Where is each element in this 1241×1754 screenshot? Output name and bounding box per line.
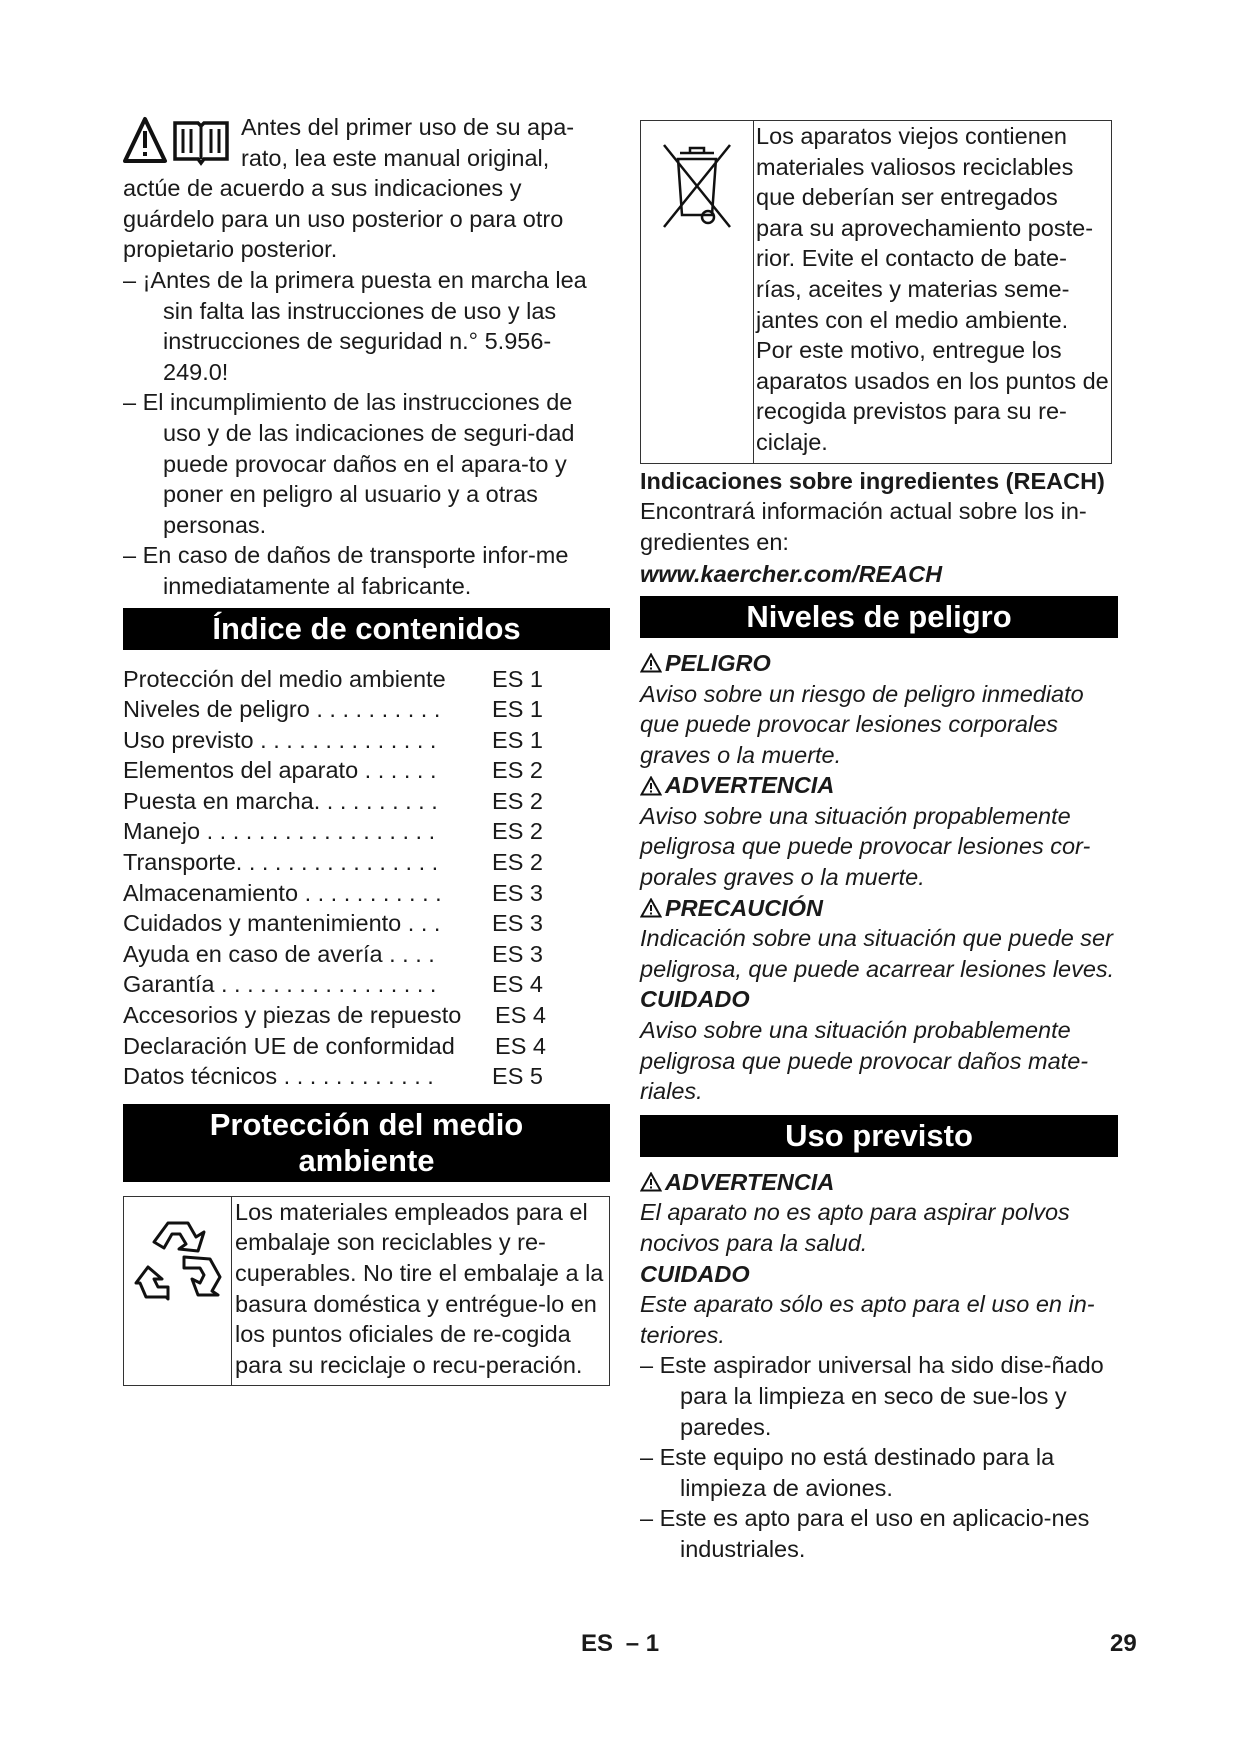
signal-word-text: Indicación sobre una situación que puede ser peligrosa, que puede acarrear lesiones leves. xyxy=(640,925,1115,982)
toc-entry-page: ES 4 xyxy=(495,1002,546,1029)
toc-entry-title: Protección del medio ambiente xyxy=(123,665,446,692)
intro-list xyxy=(123,265,610,602)
list-item: – Este es apto para el uso en aplicacio-nes industriales. xyxy=(640,1505,1090,1562)
toc-entry-title: Niveles de peligro . . . . . . . . . . xyxy=(123,696,441,723)
toc-entry-page: ES 5 xyxy=(492,1063,543,1090)
crossed-bin-icon xyxy=(660,141,734,231)
intro-block xyxy=(123,112,610,265)
toc-entry-page: ES 1 xyxy=(492,696,543,723)
hazard-levels xyxy=(640,648,1118,1107)
toc-entry-title: Ayuda en caso de avería . . . . xyxy=(123,940,435,967)
toc-entry-page: ES 1 xyxy=(492,665,543,692)
signal-word-label: PRECAUCIÓN xyxy=(665,894,823,921)
intended-use xyxy=(640,1167,1118,1565)
footer-section-page: – 1 xyxy=(625,1630,660,1657)
environment-text: Los materiales empleados para el embalaje son reciclables y re-cuperables. No tire el embalaje a la basura doméstica y entrégue-lo en los puntos oficiales de re-cogida para su reciclaje o recu-peración. xyxy=(235,1198,604,1378)
list-item: – ¡Antes de la primera puesta en marcha lea sin falta las instrucciones de uso y las instrucciones de seguridad n.° 5.956-249.0! xyxy=(123,266,587,385)
environment-heading xyxy=(123,1104,610,1182)
toc-entry-title: Cuidados y mantenimiento . . . xyxy=(123,910,441,937)
toc-entry[interactable] xyxy=(123,939,610,970)
toc-entry-page: ES 2 xyxy=(492,818,543,845)
list-item: – Este aspirador universal ha sido dise-ñado para la limpieza en seco de sue-los y paredes. xyxy=(640,1352,1104,1440)
toc-entry-page: ES 2 xyxy=(492,787,543,814)
reach-title: Indicaciones sobre ingredientes (REACH) xyxy=(640,467,1105,494)
toc-entry-page: ES 3 xyxy=(492,940,543,967)
signal-word-caution xyxy=(640,893,1118,924)
toc-entry-title: Datos técnicos . . . . . . . . . . . . xyxy=(123,1063,434,1090)
list-item: – El incumplimiento de las instrucciones de uso y de las indicaciones de seguri-dad puede provocar daños en el apara-to y poner en peligro al usuario y a otras personas. xyxy=(123,389,575,538)
list-item: – Este equipo no está destinado para la limpieza de aviones. xyxy=(640,1444,1055,1501)
right-column xyxy=(640,120,1118,1565)
warning-triangle-icon xyxy=(640,653,662,673)
use-warning-label: ADVERTENCIA xyxy=(665,1168,835,1195)
toc-entry-title: Declaración UE de conformidad xyxy=(123,1032,455,1059)
toc-entry-title: Manejo . . . . . . . . . . . . . . . . . . xyxy=(123,818,436,845)
toc-entry-title: Accesorios y piezas de repuesto xyxy=(123,1002,462,1029)
page-number: 29 xyxy=(1110,1630,1137,1657)
use-caution-label: CUIDADO xyxy=(640,1260,750,1287)
disposal-text: Los aparatos viejos contienen materiales valiosos reciclables que deberían ser entregados para su aprovechamiento poste-rior. Evite el contacto de bate-rías, aceites y materias seme-jantes con el medio ambiente. Por este motivo, entregue los aparatos usados en los puntos de recogida previstos para su re-ciclaje. xyxy=(756,123,1109,455)
toc-entry-page: ES 4 xyxy=(495,1032,546,1059)
footer-section-label xyxy=(581,1630,659,1658)
signal-word-label: ADVERTENCIA xyxy=(665,772,835,799)
toc-entry-title: Uso previsto . . . . . . . . . . . . . . xyxy=(123,726,437,753)
toc-entry-title: Garantía . . . . . . . . . . . . . . . . . xyxy=(123,971,437,998)
left-column xyxy=(123,112,610,1386)
toc-entry-page: ES 3 xyxy=(492,910,543,937)
signal-word-danger xyxy=(640,648,1118,679)
disposal-icon-cell xyxy=(641,121,754,463)
toc-entry-page: ES 1 xyxy=(492,726,543,753)
signal-word-label: CUIDADO xyxy=(640,986,750,1013)
table-of-contents xyxy=(123,664,610,1092)
toc-entry[interactable] xyxy=(123,1031,610,1062)
toc-heading: Índice de contenidos xyxy=(123,608,610,650)
environment-icon-cell xyxy=(124,1197,232,1386)
reach-link[interactable]: www.kaercher.com/REACH xyxy=(640,561,943,588)
toc-entry-page: ES 3 xyxy=(492,879,543,906)
environment-heading-line: Protección del medio xyxy=(209,1106,524,1142)
toc-entry[interactable] xyxy=(123,878,610,909)
use-warning xyxy=(640,1167,1118,1198)
toc-entry-page: ES 4 xyxy=(492,971,543,998)
toc-entry-title: Transporte. . . . . . . . . . . . . . . . xyxy=(123,849,439,876)
toc-entry[interactable] xyxy=(123,786,610,817)
toc-entry-title: Almacenamiento . . . . . . . . . . . xyxy=(123,879,442,906)
toc-entry[interactable] xyxy=(123,847,610,878)
warning-triangle-icon xyxy=(640,1172,662,1192)
use-warning-text: El aparato no es apto para aspirar polvos nocivos para la salud. xyxy=(640,1199,1070,1256)
signal-word-attention xyxy=(640,984,1118,1015)
toc-entry[interactable] xyxy=(123,725,610,756)
reach-text: Encontrará información actual sobre los in-gredientes en: xyxy=(640,498,1087,555)
environment-heading-line: ambiente xyxy=(298,1142,435,1178)
environment-box xyxy=(123,1196,610,1387)
toc-entry-title: Elementos del aparato . . . . . . xyxy=(123,757,437,784)
toc-entry[interactable] xyxy=(123,969,610,1000)
footer-section-code: ES xyxy=(581,1630,614,1657)
signal-word-text: Aviso sobre un riesgo de peligro inmediato que puede provocar lesiones corporales graves o la muerte. xyxy=(640,680,1084,768)
signal-word-text: Aviso sobre una situación probablemente peligrosa que puede provocar daños mate-riales. xyxy=(640,1017,1089,1105)
signal-word-text: Aviso sobre una situación propablemente peligrosa que puede provocar lesiones cor-porales graves o la muerte. xyxy=(640,802,1091,891)
warning-triangle-icon xyxy=(640,776,662,796)
use-caution-text: Este aparato sólo es apto para el uso en in-teriores. xyxy=(640,1291,1095,1348)
toc-entry[interactable] xyxy=(123,816,610,847)
toc-entry[interactable] xyxy=(123,755,610,786)
toc-entry-page: ES 2 xyxy=(492,849,543,876)
signal-word-warning xyxy=(640,770,1118,801)
hazard-levels-heading: Niveles de peligro xyxy=(640,596,1118,638)
intro-text: Antes del primer uso de su apa-rato, lea este manual original, actúe de acuerdo a sus indicaciones y guárdelo para un uso posterior o para otro propietario posterior. xyxy=(123,114,575,263)
signal-word-label: PELIGRO xyxy=(665,649,771,676)
toc-entry[interactable] xyxy=(123,1061,610,1092)
intended-use-heading: Uso previsto xyxy=(640,1115,1118,1157)
warning-triangle-icon xyxy=(640,898,662,918)
list-item: – En caso de daños de transporte infor-me inmediatamente al fabricante. xyxy=(123,542,569,599)
toc-entry[interactable] xyxy=(123,908,610,939)
recycle-icon xyxy=(132,1215,224,1307)
toc-entry[interactable] xyxy=(123,664,610,695)
warning-manual-icon xyxy=(123,115,233,167)
toc-entry[interactable] xyxy=(123,694,610,725)
toc-entry[interactable] xyxy=(123,1000,610,1031)
disposal-box xyxy=(640,120,1112,464)
toc-entry-page: ES 2 xyxy=(492,757,543,784)
toc-entry-title: Puesta en marcha. . . . . . . . . . xyxy=(123,787,438,814)
